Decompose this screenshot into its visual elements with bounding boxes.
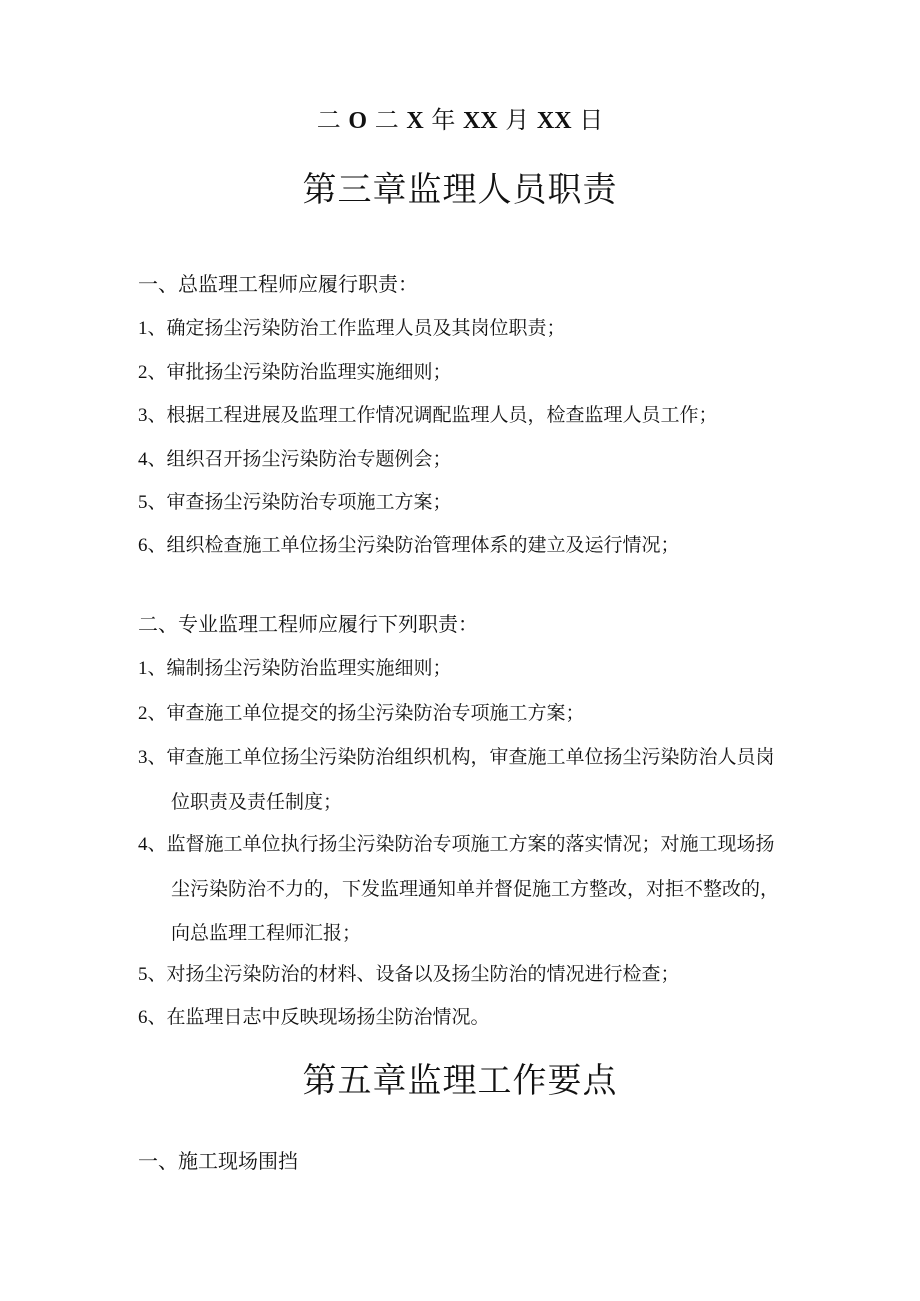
item-number: 4 <box>138 449 148 470</box>
item-text: 、监督施工单位执行扬尘污染防治专项施工方案的落实情况；对施工现场扬 <box>147 833 775 855</box>
list-item <box>138 650 828 687</box>
item-number: 2 <box>138 362 148 383</box>
date-part: 二 <box>316 106 341 134</box>
date-line <box>0 100 920 141</box>
item-text: 、审查扬尘污染防治专项施工方案； <box>147 491 452 513</box>
item-number: 2 <box>138 703 148 724</box>
date-part: 年 <box>431 106 456 134</box>
chapter-title: 第五章监理工作要点 <box>302 1061 618 1101</box>
date-part: 日 <box>579 106 604 134</box>
date-part: XX <box>536 108 572 134</box>
date-part: X <box>406 108 424 134</box>
date-part: XX <box>462 108 498 134</box>
list-item <box>138 397 828 434</box>
list-item <box>138 527 828 564</box>
item-number: 5 <box>138 492 148 513</box>
section-heading: 二、专业监理工程师应履行下列职责： <box>138 612 478 636</box>
list-item <box>138 956 828 993</box>
list-item <box>138 739 828 820</box>
item-number: 5 <box>138 964 148 985</box>
item-text: 、对扬尘污染防治的材料、设备以及扬尘防治的情况进行检查； <box>147 963 680 985</box>
item-number: 1 <box>138 318 148 339</box>
item-number: 3 <box>138 747 148 768</box>
item-number: 3 <box>138 405 148 426</box>
list-item <box>138 484 828 521</box>
item-text: 、根据工程进展及监理工作情况调配监理人员，检查监理人员工作； <box>147 404 718 426</box>
item-text: 、审批扬尘污染防治监理实施细则； <box>147 361 452 383</box>
item-text: 、编制扬尘污染防治监理实施细则； <box>147 657 452 679</box>
item-number: 1 <box>138 658 148 679</box>
list-item <box>138 999 828 1036</box>
item-text: 、在监理日志中反映现场扬尘防治情况。 <box>147 1006 490 1028</box>
item-text: 、审查施工单位提交的扬尘污染防治专项施工方案； <box>147 702 585 724</box>
item-text: 、确定扬尘污染防治工作监理人员及其岗位职责； <box>147 317 566 339</box>
list-item <box>138 310 828 347</box>
list-item <box>138 441 828 478</box>
list-item <box>138 826 828 951</box>
date-part: 月 <box>505 106 530 134</box>
list-item <box>138 695 828 732</box>
date-part: O <box>348 108 368 134</box>
item-text: 、审查施工单位扬尘污染防治组织机构，审查施工单位扬尘污染防治人员岗 <box>147 746 775 768</box>
item-number: 6 <box>138 535 148 556</box>
chapter-title: 第三章监理人员职责 <box>302 170 618 210</box>
section-heading: 一、总监理工程师应履行职责： <box>138 272 418 296</box>
list-item <box>138 354 828 391</box>
item-number: 4 <box>138 834 148 855</box>
item-text: 、组织召开扬尘污染防治专题例会； <box>147 448 452 470</box>
item-continuation: 位职责及责任制度； <box>171 791 343 813</box>
date-part: 二 <box>374 106 399 134</box>
section-heading: 一、施工现场围挡 <box>138 1149 298 1173</box>
item-text: 、组织检查施工单位扬尘污染防治管理体系的建立及运行情况； <box>147 534 680 556</box>
item-number: 6 <box>138 1007 148 1028</box>
item-continuation: 向总监理工程师汇报； <box>171 922 362 944</box>
item-continuation: 尘污染防治不力的，下发监理通知单并督促施工方整改，对拒不整改的， <box>171 878 780 900</box>
